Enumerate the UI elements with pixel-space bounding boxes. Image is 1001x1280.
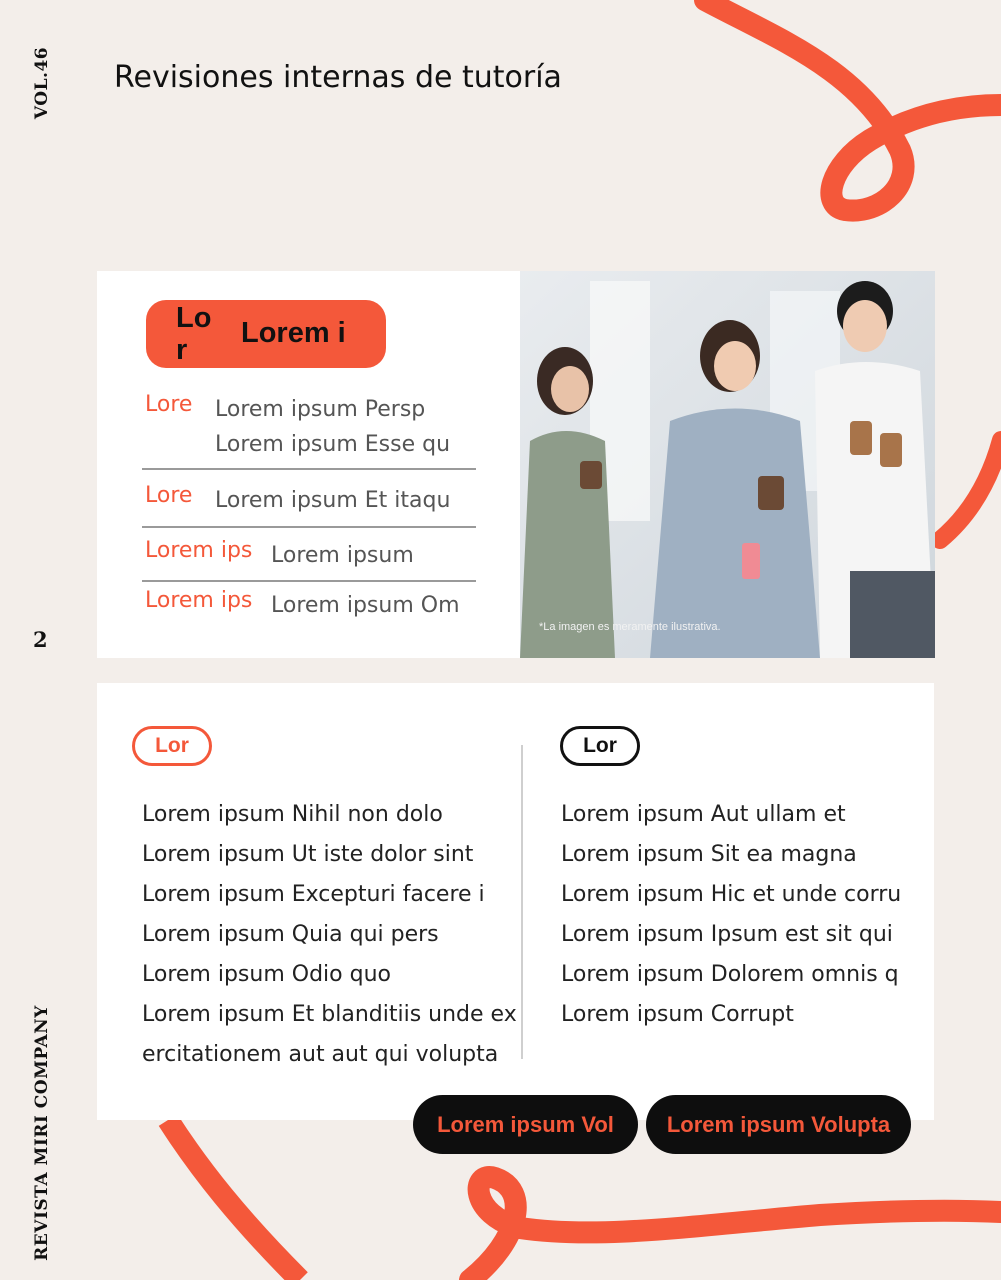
info-row-value: Lorem ipsum Om <box>271 593 460 618</box>
right-column-list <box>561 795 901 1035</box>
left-column-tag: Lor <box>132 726 212 766</box>
team-photo-illustration <box>520 271 935 658</box>
row-divider <box>142 580 476 582</box>
info-row <box>142 392 476 464</box>
page-title: Revisiones internas de tutoría <box>114 60 562 95</box>
info-row-label: Lorem ips <box>145 538 253 563</box>
pill-left-text: Lor <box>176 302 212 366</box>
info-row-label: Lore <box>145 483 193 508</box>
info-card <box>97 271 935 658</box>
list-item: Lorem ipsum Odio quo <box>142 962 391 987</box>
list-item: Lorem ipsum Nihil non dolo <box>142 802 443 827</box>
photo-caption: *La imagen es meramente ilustrativa. <box>539 621 721 633</box>
list-item: Lorem ipsum Excepturi facere i <box>142 882 485 907</box>
info-row-value: Lorem ipsum Et itaqu <box>215 488 451 513</box>
brand-label: REVISTA MIRI COMPANY <box>32 1004 53 1261</box>
primary-action-button[interactable]: Lorem ipsum Vol <box>413 1095 638 1154</box>
info-row-value: Lorem ipsum Persp <box>215 397 426 422</box>
info-header-pill <box>146 300 386 368</box>
info-row <box>142 538 476 573</box>
compare-card <box>97 683 934 1120</box>
list-item: ercitationem aut aut qui volupta <box>142 1042 499 1067</box>
list-item: Lorem ipsum Corrupt <box>561 1002 794 1027</box>
volume-label: VOL.46 <box>32 46 53 120</box>
right-column-tag: Lor <box>560 726 640 766</box>
list-item: Lorem ipsum Dolorem omnis q <box>561 962 899 987</box>
list-item: Lorem ipsum Et blanditiis unde ex <box>142 1002 517 1027</box>
info-row <box>142 483 476 518</box>
list-item: Lorem ipsum Quia qui pers <box>142 922 439 947</box>
left-column-list <box>142 795 517 1075</box>
secondary-action-button[interactable]: Lorem ipsum Volupta <box>646 1095 911 1154</box>
info-row-value: Lorem ipsum <box>271 543 414 568</box>
info-row-label: Lorem ips <box>145 588 253 613</box>
pill-right-text: Lorem i <box>241 317 346 349</box>
list-item: Lorem ipsum Hic et unde corru <box>561 882 902 907</box>
list-item: Lorem ipsum Sit ea magna <box>561 842 857 867</box>
team-photo <box>520 271 935 658</box>
column-divider <box>521 745 523 1059</box>
row-divider <box>142 468 476 470</box>
list-item: Lorem ipsum Ut iste dolor sint <box>142 842 474 867</box>
info-row-value: Lorem ipsum Esse qu <box>215 432 451 457</box>
info-row-label: Lore <box>145 392 193 417</box>
list-item: Lorem ipsum Ipsum est sit qui <box>561 922 893 947</box>
row-divider <box>142 526 476 528</box>
list-item: Lorem ipsum Aut ullam et <box>561 802 846 827</box>
info-row <box>142 588 476 623</box>
page-number: 2 <box>33 627 48 652</box>
